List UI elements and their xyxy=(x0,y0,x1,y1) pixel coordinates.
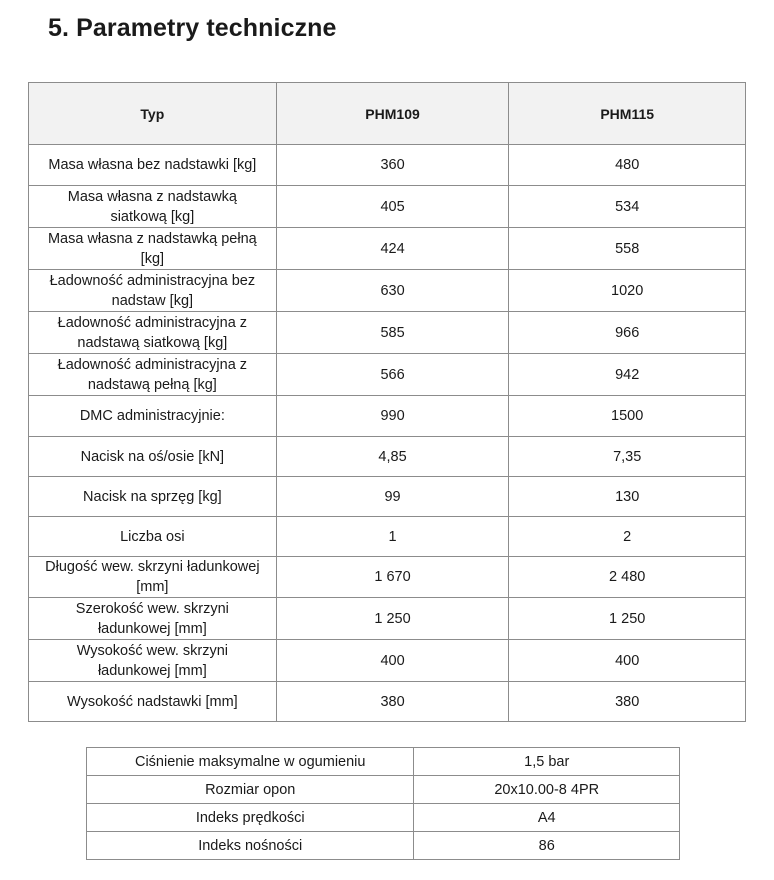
table-row xyxy=(29,477,746,517)
row-label: Masa własna z nadstawką siatkową [kg] xyxy=(29,186,277,228)
row-label: Liczba osi xyxy=(29,517,277,557)
param-value: 86 xyxy=(414,832,680,860)
row-label: Masa własna bez nadstawki [kg] xyxy=(29,145,277,186)
param-label: Indeks prędkości xyxy=(87,804,414,832)
phm109-value: 99 xyxy=(276,477,509,517)
phm109-value: 630 xyxy=(276,270,509,312)
table-row xyxy=(29,557,746,598)
phm109-value: 405 xyxy=(276,186,509,228)
table-row xyxy=(87,748,680,776)
phm109-value: 360 xyxy=(276,145,509,186)
table-row xyxy=(29,640,746,682)
row-label: Wysokość wew. skrzyni ładunkowej [mm] xyxy=(29,640,277,682)
row-label: Ładowność administracyjna z nadstawą pełną [kg] xyxy=(29,354,277,396)
phm109-value: 400 xyxy=(276,640,509,682)
param-value: A4 xyxy=(414,804,680,832)
param-value: 20x10.00-8 4PR xyxy=(414,776,680,804)
phm115-value: 130 xyxy=(509,477,746,517)
header-type: Typ xyxy=(29,83,277,145)
param-value: 1,5 bar xyxy=(414,748,680,776)
phm115-value: 7,35 xyxy=(509,437,746,477)
table-row xyxy=(29,186,746,228)
row-label: Ładowność administracyjna z nadstawą siatkową [kg] xyxy=(29,312,277,354)
header-phm109: PHM109 xyxy=(276,83,509,145)
table-row xyxy=(29,270,746,312)
page-title: 5. Parametry techniczne xyxy=(48,14,337,42)
phm115-value: 558 xyxy=(509,228,746,270)
phm115-value: 1020 xyxy=(509,270,746,312)
table-row xyxy=(87,776,680,804)
table-row xyxy=(29,312,746,354)
param-label: Ciśnienie maksymalne w ogumieniu xyxy=(87,748,414,776)
phm109-value: 424 xyxy=(276,228,509,270)
phm109-value: 1 xyxy=(276,517,509,557)
param-label: Indeks nośności xyxy=(87,832,414,860)
table-row xyxy=(87,804,680,832)
phm109-value: 1 250 xyxy=(276,598,509,640)
table-row xyxy=(29,598,746,640)
row-label: Ładowność administracyjna bez nadstaw [kg] xyxy=(29,270,277,312)
header-phm115: PHM115 xyxy=(509,83,746,145)
row-label: Wysokość nadstawki [mm] xyxy=(29,682,277,722)
row-label: DMC administracyjnie: xyxy=(29,396,277,437)
phm109-value: 566 xyxy=(276,354,509,396)
table-row xyxy=(29,517,746,557)
phm115-value: 534 xyxy=(509,186,746,228)
row-label: Szerokość wew. skrzyni ładunkowej [mm] xyxy=(29,598,277,640)
row-label: Nacisk na sprzęg [kg] xyxy=(29,477,277,517)
table-row xyxy=(29,145,746,186)
phm115-value: 380 xyxy=(509,682,746,722)
table-row xyxy=(29,437,746,477)
table-header-row xyxy=(29,83,746,145)
row-label: Nacisk na oś/osie [kN] xyxy=(29,437,277,477)
technical-parameters-table xyxy=(28,82,746,722)
table-row xyxy=(29,228,746,270)
phm115-value: 480 xyxy=(509,145,746,186)
param-label: Rozmiar opon xyxy=(87,776,414,804)
phm115-value: 966 xyxy=(509,312,746,354)
phm115-value: 400 xyxy=(509,640,746,682)
phm109-value: 1 670 xyxy=(276,557,509,598)
table-row xyxy=(29,354,746,396)
row-label: Masa własna z nadstawką pełną [kg] xyxy=(29,228,277,270)
phm115-value: 2 xyxy=(509,517,746,557)
table-row xyxy=(29,682,746,722)
phm109-value: 990 xyxy=(276,396,509,437)
table-row xyxy=(29,396,746,437)
phm115-value: 2 480 xyxy=(509,557,746,598)
phm115-value: 1500 xyxy=(509,396,746,437)
phm109-value: 380 xyxy=(276,682,509,722)
phm115-value: 1 250 xyxy=(509,598,746,640)
phm115-value: 942 xyxy=(509,354,746,396)
row-label: Długość wew. skrzyni ładunkowej [mm] xyxy=(29,557,277,598)
tire-parameters-table xyxy=(86,747,680,860)
table-row xyxy=(87,832,680,860)
phm109-value: 4,85 xyxy=(276,437,509,477)
phm109-value: 585 xyxy=(276,312,509,354)
